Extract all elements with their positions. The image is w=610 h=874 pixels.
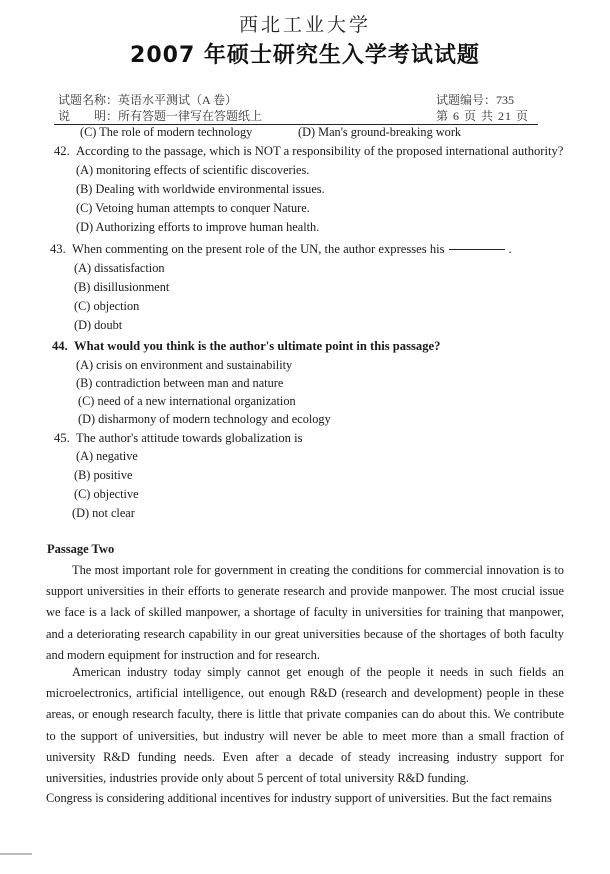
text-fragment: (D) [74, 318, 92, 332]
text-fragment: monitoring effects of scientific discoveries. [96, 163, 310, 177]
q43-option-b [74, 280, 169, 295]
text-fragment: (B) [76, 182, 93, 196]
text-fragment: (A) [74, 261, 92, 275]
text-fragment: positive [93, 468, 133, 482]
text-fragment: Authorizing efforts to improve human health. [95, 220, 320, 234]
question-45 [54, 431, 303, 446]
q44-option-b [76, 376, 283, 391]
text-fragment: The role of modern technology [99, 125, 253, 139]
q45-option-d [72, 506, 135, 521]
q42-option-b [76, 182, 325, 197]
question-43 [50, 242, 512, 257]
q42-option-d [76, 220, 319, 235]
passage-paragraph-1: The most important role for government in creating the conditions for commercial innovation is to support universities in their efforts to generate research and provide manpower. The most crucial issue we face is a lack of skilled manpower, a shortage of faculty in universities for training that manpower, and a deteriorating research capability in our great universities because of the shortages of both faculty and modern equipment for instruction and for research. [46, 563, 564, 662]
text-fragment: not clear [92, 506, 135, 520]
text-fragment: (A) [76, 449, 94, 463]
text-fragment: (B) [76, 376, 93, 390]
q44-option-d [78, 412, 331, 427]
text-fragment: Dealing with worldwide environmental issues. [95, 182, 325, 196]
university-name: 西北工业大学 [238, 15, 371, 36]
text-fragment: doubt [94, 318, 123, 332]
exam-title: 2007 年硕士研究生入学考试试题 [130, 43, 480, 68]
passage-paragraph-3: Congress is considering additional incentives for industry support of universities. But the fact remains [46, 791, 552, 805]
text-fragment: Man's ground-breaking work [318, 125, 462, 139]
q44-option-a [76, 358, 292, 373]
text-fragment: objection [93, 299, 140, 313]
q45-option-c [74, 487, 139, 502]
question-stem: When commenting on the present role of the UN, the author expresses his [72, 242, 445, 256]
question-44 [52, 339, 440, 354]
text-fragment: contradiction between man and nature [95, 376, 284, 390]
code-value: 735 [496, 93, 515, 107]
q43-option-c [74, 299, 139, 314]
q43-option-d [74, 318, 122, 333]
option-c-continued [80, 125, 252, 140]
text-fragment: (A) [76, 163, 94, 177]
text-fragment: (C) [78, 394, 95, 408]
question-stem: What would you think is the author's ultimate point in this passage? [74, 339, 441, 353]
exam-code [436, 91, 514, 108]
question-number: 44. [52, 339, 68, 353]
text-fragment: (D) [76, 220, 94, 234]
text-fragment: (B) [74, 468, 91, 482]
scan-artifact [0, 853, 32, 855]
code-label: 试题编号： [436, 93, 497, 107]
text-fragment: (A) [76, 358, 94, 372]
q42-option-a [76, 163, 309, 178]
question-stem: The author's attitude towards globalization is [76, 431, 303, 445]
text-fragment: (D) [78, 412, 96, 426]
q45-option-a [76, 449, 138, 464]
subject-line [58, 91, 237, 108]
text-fragment: disillusionment [93, 280, 170, 294]
subject-value: 英语水平测试（A 卷） [118, 93, 238, 107]
text-fragment: (C) [74, 299, 91, 313]
answer-blank [449, 249, 505, 250]
q43-option-a [74, 261, 165, 276]
text-fragment: disharmony of modern technology and ecology [98, 412, 331, 426]
question-number: 43. [50, 242, 66, 256]
q44-option-c [78, 394, 296, 409]
question-stem: According to the passage, which is NOT a responsibility of the proposed international authority? [76, 144, 564, 158]
text-fragment: crisis on environment and sustainability [96, 358, 293, 372]
q45-option-b [74, 468, 132, 483]
passage-paragraph-2: American industry today simply cannot get enough of the people it needs in such fields an microelectronics, artificial intelligence, out enough R&D (research and development) people in these areas, or enough research faculty, there is little that private companies can do about this. We contribute to the support of universities, but industry will never be able to meet more than a small fraction of university R&D funding needs. Even after a decade of steady increasing industry support for universities, industries provide only about 5 percent of total university R&D funding. [46, 665, 564, 786]
text-fragment: Vetoing human attempts to conquer Nature. [95, 201, 310, 215]
text-fragment: need of a new international organization [97, 394, 296, 408]
note-label: 说 明： [58, 109, 119, 123]
q42-option-c [76, 201, 310, 216]
text-fragment: objective [93, 487, 139, 501]
text-fragment: (D) [72, 506, 90, 520]
text-fragment: dissatisfaction [94, 261, 165, 275]
subject-label: 试题名称： [58, 93, 119, 107]
text-fragment: . [508, 242, 512, 256]
note-value: 所有答题一律写在答题纸上 [118, 109, 263, 123]
question-42 [54, 144, 563, 159]
text-fragment: (C) [80, 125, 97, 139]
text-fragment: (C) [74, 487, 91, 501]
text-fragment: (C) [76, 201, 93, 215]
page-info: 第 6 页 共 21 页 [436, 109, 530, 123]
passage-heading: Passage Two [47, 542, 115, 556]
question-number: 45. [54, 431, 70, 445]
option-d-continued [298, 125, 461, 140]
note-line [58, 107, 262, 124]
question-number: 42. [54, 144, 70, 158]
text-fragment: (B) [74, 280, 91, 294]
text-fragment: negative [96, 449, 138, 463]
text-fragment: (D) [298, 125, 316, 139]
